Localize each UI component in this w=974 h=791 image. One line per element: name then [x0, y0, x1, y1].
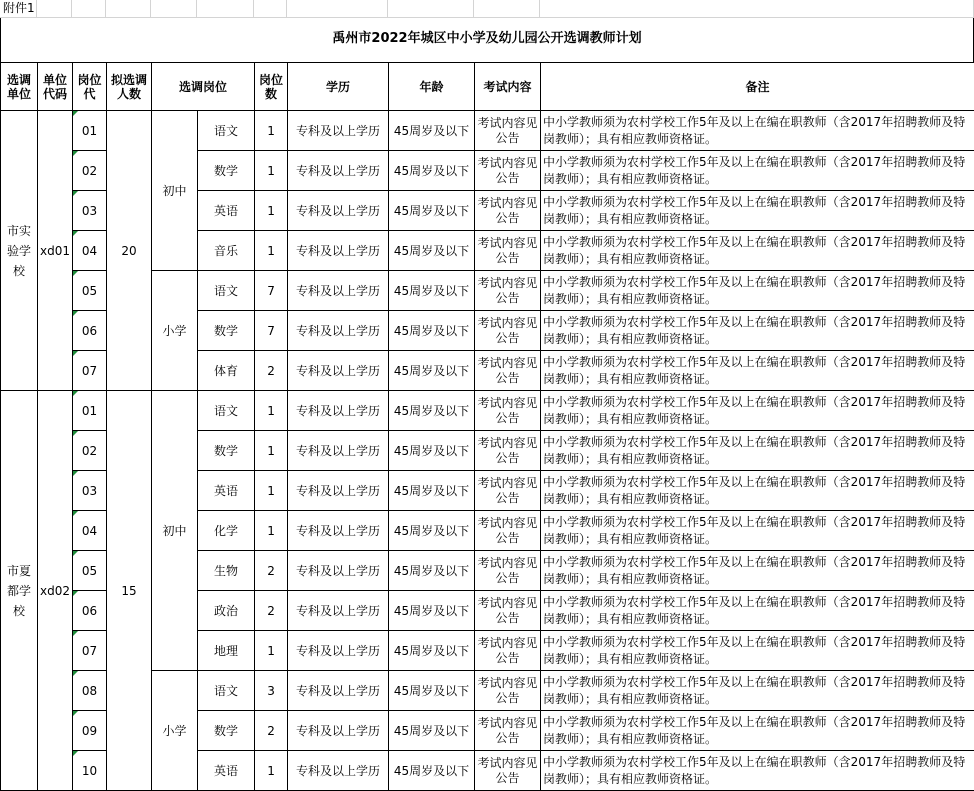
subject-cell[interactable]: 数学 — [198, 151, 255, 191]
subject-cell[interactable]: 英语 — [198, 751, 255, 791]
education-cell[interactable]: 专科及以上学历 — [288, 471, 389, 511]
position-count-cell[interactable]: 7 — [255, 271, 288, 311]
position-code-cell[interactable]: 01 — [73, 111, 107, 151]
education-cell[interactable]: 专科及以上学历 — [288, 431, 389, 471]
position-count-cell[interactable]: 1 — [255, 191, 288, 231]
position-code-cell[interactable]: 10 — [73, 751, 107, 791]
age-cell[interactable]: 45周岁及以下 — [389, 431, 475, 471]
grid-cell[interactable] — [287, 0, 388, 18]
subject-cell[interactable]: 语文 — [198, 391, 255, 431]
position-count-cell[interactable]: 2 — [255, 711, 288, 751]
remark-cell[interactable]: 中小学教师须为农村学校工作5年及以上在编在职教师（含2017年招聘教师及特岗教师）；具有相应教师资格证。 — [541, 631, 974, 671]
position-count-cell[interactable]: 1 — [255, 631, 288, 671]
remark-cell[interactable]: 中小学教师须为农村学校工作5年及以上在编在职教师（含2017年招聘教师及特岗教师）；具有相应教师资格证。 — [541, 191, 974, 231]
remark-cell[interactable]: 中小学教师须为农村学校工作5年及以上在编在职教师（含2017年招聘教师及特岗教师）；具有相应教师资格证。 — [541, 551, 974, 591]
subject-cell[interactable]: 地理 — [198, 631, 255, 671]
header-remark[interactable]: 备注 — [541, 63, 974, 111]
table-body — [1, 111, 974, 791]
position-count-cell[interactable]: 1 — [255, 151, 288, 191]
position-code-cell[interactable]: 04 — [73, 231, 107, 271]
exam-cell[interactable]: 考试内容见公告 — [475, 711, 541, 751]
age-cell[interactable]: 45周岁及以下 — [389, 551, 475, 591]
position-code-cell[interactable]: 08 — [73, 671, 107, 711]
position-code-cell[interactable]: 02 — [73, 151, 107, 191]
position-code-cell[interactable]: 09 — [73, 711, 107, 751]
exam-cell[interactable]: 考试内容见公告 — [475, 111, 541, 151]
subject-cell[interactable]: 数学 — [198, 431, 255, 471]
subject-cell[interactable]: 政治 — [198, 591, 255, 631]
header-education[interactable]: 学历 — [288, 63, 389, 111]
grid-cell[interactable] — [254, 0, 287, 18]
age-cell[interactable]: 45周岁及以下 — [389, 751, 475, 791]
subject-cell[interactable]: 体育 — [198, 351, 255, 391]
position-count-cell[interactable]: 1 — [255, 751, 288, 791]
position-code-cell[interactable]: 07 — [73, 351, 107, 391]
remark-cell[interactable]: 中小学教师须为农村学校工作5年及以上在编在职教师（含2017年招聘教师及特岗教师）；具有相应教师资格证。 — [541, 431, 974, 471]
grid-cell[interactable] — [151, 0, 197, 18]
exam-cell[interactable]: 考试内容见公告 — [475, 151, 541, 191]
planned-count-cell[interactable]: 20 — [107, 111, 152, 391]
position-count-cell[interactable]: 1 — [255, 471, 288, 511]
position-code-cell[interactable]: 06 — [73, 311, 107, 351]
age-cell[interactable]: 45周岁及以下 — [389, 311, 475, 351]
unit-code-cell[interactable]: xd02 — [38, 391, 73, 791]
header-unit[interactable]: 选调单位 — [1, 63, 38, 111]
position-code-cell[interactable]: 03 — [73, 191, 107, 231]
header-position[interactable]: 选调岗位 — [152, 63, 255, 111]
position-code-cell[interactable]: 05 — [73, 271, 107, 311]
subject-cell[interactable]: 语文 — [198, 111, 255, 151]
grid-cell[interactable] — [540, 0, 974, 18]
education-cell[interactable]: 专科及以上学历 — [288, 151, 389, 191]
planned-count-cell[interactable]: 15 — [107, 391, 152, 791]
position-code-cell[interactable]: 03 — [73, 471, 107, 511]
education-cell[interactable]: 专科及以上学历 — [288, 391, 389, 431]
position-code-cell[interactable]: 06 — [73, 591, 107, 631]
remark-cell[interactable]: 中小学教师须为农村学校工作5年及以上在编在职教师（含2017年招聘教师及特岗教师）；具有相应教师资格证。 — [541, 671, 974, 711]
header-planned-count[interactable]: 拟选调人数 — [107, 63, 152, 111]
remark-cell[interactable]: 中小学教师须为农村学校工作5年及以上在编在职教师（含2017年招聘教师及特岗教师）；具有相应教师资格证。 — [541, 511, 974, 551]
grid-cell[interactable] — [37, 0, 72, 18]
position-code-cell[interactable]: 04 — [73, 511, 107, 551]
remark-cell[interactable]: 中小学教师须为农村学校工作5年及以上在编在职教师（含2017年招聘教师及特岗教师）；具有相应教师资格证。 — [541, 391, 974, 431]
exam-cell[interactable]: 考试内容见公告 — [475, 751, 541, 791]
level-cell[interactable]: 初中 — [152, 111, 198, 271]
grid-cell[interactable] — [197, 0, 254, 18]
education-cell[interactable]: 专科及以上学历 — [288, 311, 389, 351]
title-cell[interactable] — [0, 18, 974, 62]
remark-cell[interactable]: 中小学教师须为农村学校工作5年及以上在编在职教师（含2017年招聘教师及特岗教师）；具有相应教师资格证。 — [541, 711, 974, 751]
age-cell[interactable]: 45周岁及以下 — [389, 591, 475, 631]
subject-cell[interactable]: 英语 — [198, 191, 255, 231]
remark-cell[interactable]: 中小学教师须为农村学校工作5年及以上在编在职教师（含2017年招聘教师及特岗教师）；具有相应教师资格证。 — [541, 111, 974, 151]
education-cell[interactable]: 专科及以上学历 — [288, 111, 389, 151]
education-cell[interactable]: 专科及以上学历 — [288, 511, 389, 551]
education-cell[interactable]: 专科及以上学历 — [288, 231, 389, 271]
remark-cell[interactable]: 中小学教师须为农村学校工作5年及以上在编在职教师（含2017年招聘教师及特岗教师）；具有相应教师资格证。 — [541, 311, 974, 351]
age-cell[interactable]: 45周岁及以下 — [389, 191, 475, 231]
attachment-row — [0, 0, 974, 18]
exam-cell[interactable]: 考试内容见公告 — [475, 511, 541, 551]
page-title: 禹州市2022年城区中小学及幼儿园公开选调教师计划 — [332, 31, 642, 46]
exam-cell[interactable]: 考试内容见公告 — [475, 191, 541, 231]
exam-cell[interactable]: 考试内容见公告 — [475, 671, 541, 711]
header-row — [1, 63, 974, 111]
position-code-cell[interactable]: 02 — [73, 431, 107, 471]
education-cell[interactable]: 专科及以上学历 — [288, 591, 389, 631]
grid-cell[interactable] — [106, 0, 151, 18]
subject-cell[interactable]: 语文 — [198, 671, 255, 711]
exam-cell[interactable]: 考试内容见公告 — [475, 431, 541, 471]
subject-cell[interactable]: 音乐 — [198, 231, 255, 271]
unit-name-cell[interactable]: 市实验学校 — [1, 111, 38, 391]
position-count-cell[interactable]: 2 — [255, 591, 288, 631]
position-count-cell[interactable]: 1 — [255, 431, 288, 471]
position-code-cell[interactable]: 05 — [73, 551, 107, 591]
age-cell[interactable]: 45周岁及以下 — [389, 391, 475, 431]
position-count-cell[interactable]: 1 — [255, 511, 288, 551]
education-cell[interactable]: 专科及以上学历 — [288, 271, 389, 311]
age-cell[interactable]: 45周岁及以下 — [389, 671, 475, 711]
age-cell[interactable]: 45周岁及以下 — [389, 111, 475, 151]
header-exam[interactable]: 考试内容 — [475, 63, 541, 111]
education-cell[interactable]: 专科及以上学历 — [288, 671, 389, 711]
level-cell[interactable]: 初中 — [152, 391, 198, 671]
subject-cell[interactable]: 语文 — [198, 271, 255, 311]
subject-cell[interactable]: 化学 — [198, 511, 255, 551]
position-count-cell[interactable]: 3 — [255, 671, 288, 711]
header-age[interactable]: 年龄 — [389, 63, 475, 111]
subject-cell[interactable]: 数学 — [198, 711, 255, 751]
exam-cell[interactable]: 考试内容见公告 — [475, 311, 541, 351]
exam-cell[interactable]: 考试内容见公告 — [475, 591, 541, 631]
remark-cell[interactable]: 中小学教师须为农村学校工作5年及以上在编在职教师（含2017年招聘教师及特岗教师）；具有相应教师资格证。 — [541, 231, 974, 271]
exam-cell[interactable]: 考试内容见公告 — [475, 391, 541, 431]
grid-cell[interactable] — [388, 0, 474, 18]
level-cell[interactable]: 小学 — [152, 671, 198, 791]
exam-cell[interactable]: 考试内容见公告 — [475, 631, 541, 671]
grid-cell[interactable] — [72, 0, 106, 18]
header-position-code[interactable]: 岗位代 — [73, 63, 107, 111]
subject-cell[interactable]: 英语 — [198, 471, 255, 511]
position-count-cell[interactable]: 7 — [255, 311, 288, 351]
age-cell[interactable]: 45周岁及以下 — [389, 231, 475, 271]
position-code-cell[interactable]: 07 — [73, 631, 107, 671]
age-cell[interactable]: 45周岁及以下 — [389, 631, 475, 671]
table-row — [1, 111, 974, 151]
age-cell[interactable]: 45周岁及以下 — [389, 511, 475, 551]
position-code-cell[interactable]: 01 — [73, 391, 107, 431]
position-count-cell[interactable]: 2 — [255, 551, 288, 591]
position-count-cell[interactable]: 1 — [255, 111, 288, 151]
grid-cell[interactable] — [474, 0, 540, 18]
education-cell[interactable]: 专科及以上学历 — [288, 631, 389, 671]
unit-code-cell[interactable]: xd01 — [38, 111, 73, 391]
header-unit-code[interactable]: 单位代码 — [38, 63, 73, 111]
age-cell[interactable]: 45周岁及以下 — [389, 351, 475, 391]
level-cell[interactable]: 小学 — [152, 271, 198, 391]
recruitment-plan-table — [0, 62, 974, 791]
education-cell[interactable]: 专科及以上学历 — [288, 751, 389, 791]
remark-cell[interactable]: 中小学教师须为农村学校工作5年及以上在编在职教师（含2017年招聘教师及特岗教师）；具有相应教师资格证。 — [541, 271, 974, 311]
education-cell[interactable]: 专科及以上学历 — [288, 351, 389, 391]
exam-cell[interactable]: 考试内容见公告 — [475, 271, 541, 311]
remark-cell[interactable]: 中小学教师须为农村学校工作5年及以上在编在职教师（含2017年招聘教师及特岗教师）；具有相应教师资格证。 — [541, 591, 974, 631]
exam-cell[interactable]: 考试内容见公告 — [475, 471, 541, 511]
education-cell[interactable]: 专科及以上学历 — [288, 551, 389, 591]
age-cell[interactable]: 45周岁及以下 — [389, 271, 475, 311]
age-cell[interactable]: 45周岁及以下 — [389, 151, 475, 191]
education-cell[interactable]: 专科及以上学历 — [288, 711, 389, 751]
remark-cell[interactable]: 中小学教师须为农村学校工作5年及以上在编在职教师（含2017年招聘教师及特岗教师）；具有相应教师资格证。 — [541, 471, 974, 511]
subject-cell[interactable]: 数学 — [198, 311, 255, 351]
education-cell[interactable]: 专科及以上学历 — [288, 191, 389, 231]
exam-cell[interactable]: 考试内容见公告 — [475, 551, 541, 591]
attachment-label: 附件1 — [3, 1, 35, 15]
position-count-cell[interactable]: 2 — [255, 351, 288, 391]
position-count-cell[interactable]: 1 — [255, 391, 288, 431]
remark-cell[interactable]: 中小学教师须为农村学校工作5年及以上在编在职教师（含2017年招聘教师及特岗教师）；具有相应教师资格证。 — [541, 751, 974, 791]
age-cell[interactable]: 45周岁及以下 — [389, 711, 475, 751]
remark-cell[interactable]: 中小学教师须为农村学校工作5年及以上在编在职教师（含2017年招聘教师及特岗教师）；具有相应教师资格证。 — [541, 151, 974, 191]
position-count-cell[interactable]: 1 — [255, 231, 288, 271]
subject-cell[interactable]: 生物 — [198, 551, 255, 591]
header-position-count[interactable]: 岗位数 — [255, 63, 288, 111]
table-row — [1, 391, 974, 431]
remark-cell[interactable]: 中小学教师须为农村学校工作5年及以上在编在职教师（含2017年招聘教师及特岗教师）；具有相应教师资格证。 — [541, 351, 974, 391]
unit-name-cell[interactable]: 市夏都学校 — [1, 391, 38, 791]
exam-cell[interactable]: 考试内容见公告 — [475, 351, 541, 391]
age-cell[interactable]: 45周岁及以下 — [389, 471, 475, 511]
exam-cell[interactable]: 考试内容见公告 — [475, 231, 541, 271]
